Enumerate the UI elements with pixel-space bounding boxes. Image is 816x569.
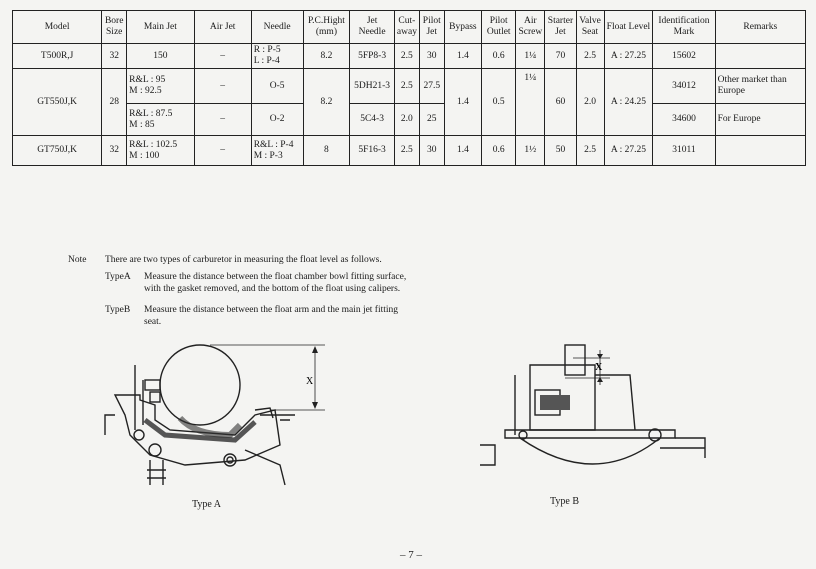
cell-pc: 8.2 (303, 44, 350, 69)
cell-bore: 28 (102, 69, 127, 136)
cell-jet-needle: 5DH21-3 (350, 69, 395, 104)
needle-rl: R&L : P-4 (253, 139, 294, 150)
cell-ident: 34012 (653, 69, 715, 104)
cell-model: GT550J,K (13, 69, 102, 136)
cell-jet-needle: 5F16-3 (350, 136, 395, 166)
cell-needle: O-5 (251, 69, 303, 104)
cell-bore: 32 (102, 136, 127, 166)
note-label: Note (68, 255, 87, 265)
cell-ident: 34600 (653, 104, 715, 136)
cell-valve: 2.5 (576, 136, 604, 166)
type-a-caption: Type A (192, 499, 222, 510)
cell-main-jet: 150 (127, 44, 194, 69)
table-row (13, 136, 806, 166)
cell-starter: 50 (545, 136, 576, 166)
header-needle: Needle (251, 11, 303, 44)
header-remarks: Remarks (715, 11, 805, 44)
header-pilot-jet: Pilot Jet (419, 11, 444, 44)
cell-starter: 70 (545, 44, 576, 69)
cell-model: GT750J,K (13, 136, 102, 166)
needle-left: L : P-4 (253, 56, 280, 66)
cell-air-screw: 1¼ (516, 44, 545, 69)
cell-air-screw: 1½ (516, 136, 545, 166)
needle-right: R : P-5 (253, 45, 281, 55)
header-main-jet: Main Jet (127, 11, 194, 44)
cell-valve: 2.0 (576, 69, 604, 136)
dimension-x-label-a: X (306, 376, 314, 387)
cell-starter: 60 (545, 69, 576, 136)
cell-cutaway: 2.0 (394, 104, 419, 136)
header-bypass: Bypass (444, 11, 481, 44)
cell-remarks: Other market than Europe (715, 69, 805, 104)
header-starter-jet: Starter Jet (545, 11, 576, 44)
cell-air-jet: – (194, 104, 251, 136)
header-float-level: Float Level (604, 11, 653, 44)
dimension-x-label-b: X (595, 362, 603, 373)
header-pilot-outlet: Pilot Outlet (482, 11, 516, 44)
cell-jet-needle: 5FP8-3 (350, 44, 395, 69)
type-a-label: TypeA (105, 272, 131, 282)
table-row (13, 69, 806, 104)
table-header-row (13, 11, 806, 44)
main-jet-rl: R&L : 102.5 (129, 139, 178, 150)
cell-air-jet: – (194, 69, 251, 104)
note-intro: There are two types of carburetor in measuring the float level as follows. (105, 255, 382, 265)
cell-main-jet (127, 104, 194, 136)
needle-m: M : P-3 (253, 150, 283, 161)
cell-bypass: 1.4 (444, 69, 481, 136)
page-number: – 7 – (400, 549, 422, 561)
header-ident-mark: Identification Mark (653, 11, 715, 44)
cell-pilot-outlet: 0.6 (482, 136, 516, 166)
cell-float: A : 27.25 (604, 44, 653, 69)
cell-main-jet (127, 136, 194, 166)
cell-bore: 32 (102, 44, 127, 69)
type-a-carburetor-diagram (95, 340, 340, 490)
cell-cutaway: 2.5 (394, 44, 419, 69)
cell-remarks (715, 44, 805, 69)
cell-pilot: 25 (419, 104, 444, 136)
main-jet-m: M : 100 (129, 150, 160, 161)
table-row (13, 104, 806, 136)
header-valve-seat: Valve Seat (576, 11, 604, 44)
type-b-carburetor-diagram (475, 340, 710, 488)
cell-needle (251, 136, 303, 166)
type-a-line1: Measure the distance between the float chamber bowl fitting surface, (144, 272, 407, 282)
cell-needle (251, 44, 303, 69)
header-jet-needle: Jet Needle (350, 11, 395, 44)
cell-pilot: 30 (419, 136, 444, 166)
cell-pilot-outlet: 0.6 (482, 44, 516, 69)
cell-remarks: For Europe (715, 104, 805, 136)
type-b-caption: Type B (550, 496, 580, 507)
type-b-line1: Measure the distance between the float arm and the main jet fitting (144, 305, 399, 315)
cell-main-jet (127, 69, 194, 104)
main-jet-m: M : 85 (129, 119, 155, 130)
table-row (13, 44, 806, 69)
cell-float: A : 27.25 (604, 136, 653, 166)
cell-air-jet: – (194, 44, 251, 69)
cell-pilot: 30 (419, 44, 444, 69)
cell-air-jet: – (194, 136, 251, 166)
cell-pilot: 27.5 (419, 69, 444, 104)
header-air-jet: Air Jet (194, 11, 251, 44)
type-b-label: TypeB (105, 305, 131, 315)
cell-cutaway: 2.5 (394, 136, 419, 166)
type-b-line2: seat. (144, 317, 162, 327)
cell-pc: 8 (303, 136, 350, 166)
main-jet-rl: R&L : 87.5 (129, 108, 173, 119)
main-jet-m: M : 92.5 (129, 86, 162, 96)
cell-needle: O-2 (251, 104, 303, 136)
type-a-line2: with the gasket removed, and the bottom of the float using calipers. (144, 284, 401, 294)
cell-model: T500R,J (13, 44, 102, 69)
carburetor-spec-table (12, 10, 806, 166)
cell-ident: 15602 (653, 44, 715, 69)
cell-jet-needle: 5C4-3 (350, 104, 395, 136)
header-air-screw: Air Screw (516, 11, 545, 44)
cell-cutaway: 2.5 (394, 69, 419, 104)
cell-bypass: 1.4 (444, 136, 481, 166)
cell-valve: 2.5 (576, 44, 604, 69)
header-model: Model (13, 11, 102, 44)
cell-float: A : 24.25 (604, 69, 653, 136)
cell-bypass: 1.4 (444, 44, 481, 69)
cell-pc: 8.2 (303, 69, 350, 136)
cell-air-screw: 1¼ (516, 69, 545, 136)
cell-remarks (715, 136, 805, 166)
header-cutaway: Cut-away (394, 11, 419, 44)
cell-pilot-outlet: 0.5 (482, 69, 516, 136)
header-bore: Bore Size (102, 11, 127, 44)
main-jet-rl: R&L : 95 (129, 75, 166, 85)
cell-ident: 31011 (653, 136, 715, 166)
header-pc-hight: P.C.Hight (mm) (303, 11, 350, 44)
